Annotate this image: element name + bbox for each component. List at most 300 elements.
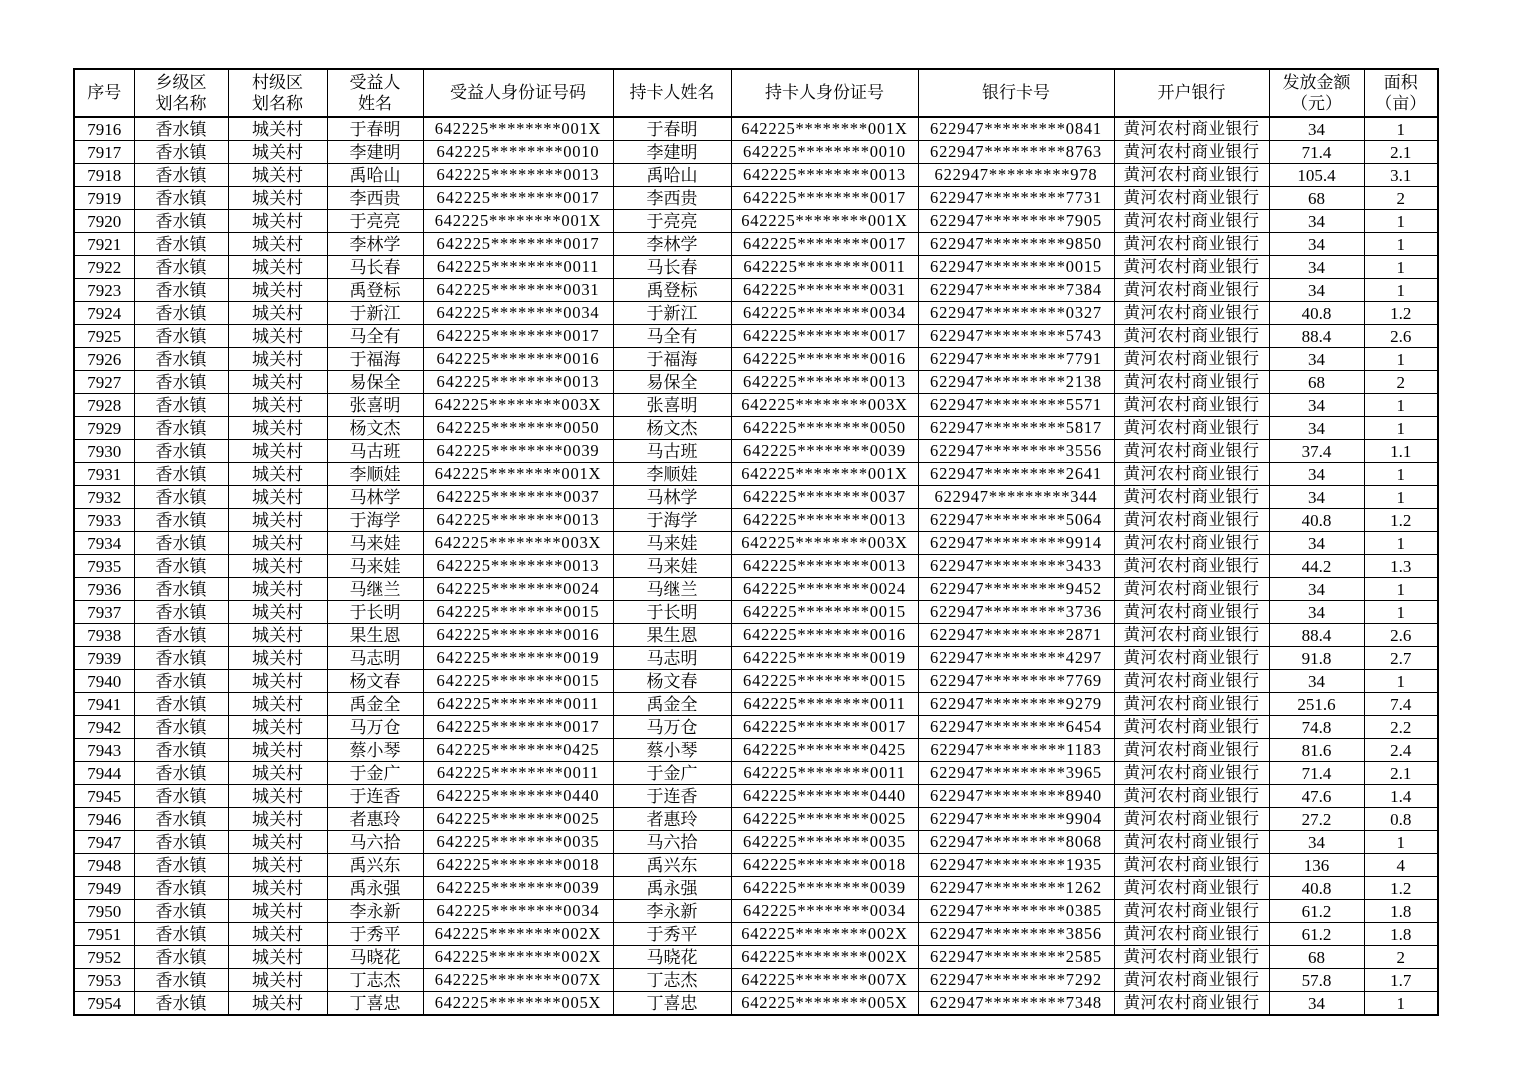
cell-beneficiary-id: 642225********001X [423, 463, 613, 486]
cell-township: 香水镇 [134, 785, 228, 808]
cell-area: 4 [1364, 854, 1438, 877]
cell-village: 城关村 [228, 739, 327, 762]
cell-beneficiary-name: 马长春 [327, 256, 423, 279]
cell-area: 3.1 [1364, 164, 1438, 187]
cell-beneficiary-name: 禹永强 [327, 877, 423, 900]
table-row [74, 693, 1438, 716]
cell-bank-card-number: 622947*********5571 [918, 394, 1114, 417]
cell-cardholder-id: 642225********001X [731, 210, 918, 233]
cell-beneficiary-name: 马志明 [327, 647, 423, 670]
cell-cardholder-name: 马志明 [613, 647, 731, 670]
cell-cardholder-id: 642225********007X [731, 969, 918, 992]
cell-cardholder-id: 642225********0013 [731, 509, 918, 532]
cell-bank-name: 黄河农村商业银行 [1114, 371, 1269, 394]
cell-area: 0.8 [1364, 808, 1438, 831]
cell-cardholder-name: 于连香 [613, 785, 731, 808]
table-row [74, 417, 1438, 440]
cell-serial: 7926 [74, 348, 134, 371]
table-row [74, 808, 1438, 831]
table-row [74, 670, 1438, 693]
cell-amount: 57.8 [1269, 969, 1364, 992]
cell-amount: 91.8 [1269, 647, 1364, 670]
column-header-line: 划名称 [252, 94, 303, 113]
cell-village: 城关村 [228, 417, 327, 440]
cell-amount: 34 [1269, 210, 1364, 233]
cell-bank-card-number: 622947*********9452 [918, 578, 1114, 601]
cell-area: 1 [1364, 831, 1438, 854]
cell-cardholder-name: 马来娃 [613, 532, 731, 555]
cell-village: 城关村 [228, 463, 327, 486]
cell-serial: 7924 [74, 302, 134, 325]
cell-cardholder-name: 丁志杰 [613, 969, 731, 992]
cell-village: 城关村 [228, 371, 327, 394]
cell-bank-name: 黄河农村商业银行 [1114, 486, 1269, 509]
cell-cardholder-id: 642225********0019 [731, 647, 918, 670]
cell-beneficiary-id: 642225********0024 [423, 578, 613, 601]
cell-village: 城关村 [228, 210, 327, 233]
cell-village: 城关村 [228, 624, 327, 647]
cell-beneficiary-name: 蔡小琴 [327, 739, 423, 762]
cell-serial: 7923 [74, 279, 134, 302]
column-header-line: 持卡人姓名 [629, 83, 715, 103]
cell-beneficiary-name: 马林学 [327, 486, 423, 509]
table-row [74, 555, 1438, 578]
cell-cardholder-id: 642225********001X [731, 463, 918, 486]
cell-beneficiary-id: 642225********001X [423, 210, 613, 233]
table-row [74, 486, 1438, 509]
cell-amount: 68 [1269, 946, 1364, 969]
cell-serial: 7943 [74, 739, 134, 762]
cell-bank-name: 黄河农村商业银行 [1114, 210, 1269, 233]
cell-cardholder-name: 李林学 [613, 233, 731, 256]
cell-bank-card-number: 622947*********9279 [918, 693, 1114, 716]
cell-bank-name: 黄河农村商业银行 [1114, 900, 1269, 923]
cell-beneficiary-name: 于新江 [327, 302, 423, 325]
cell-beneficiary-id: 642225********0013 [423, 164, 613, 187]
cell-bank-card-number: 622947*********3856 [918, 923, 1114, 946]
cell-serial: 7935 [74, 555, 134, 578]
cell-beneficiary-name: 于秀平 [327, 923, 423, 946]
table-row [74, 624, 1438, 647]
cell-township: 香水镇 [134, 831, 228, 854]
cell-beneficiary-id: 642225********0011 [423, 256, 613, 279]
cell-township: 香水镇 [134, 693, 228, 716]
table-row [74, 877, 1438, 900]
cell-township: 香水镇 [134, 854, 228, 877]
cell-beneficiary-name: 易保全 [327, 371, 423, 394]
cell-village: 城关村 [228, 578, 327, 601]
cell-bank-name: 黄河农村商业银行 [1114, 325, 1269, 348]
cell-area: 2.2 [1364, 716, 1438, 739]
cell-bank-name: 黄河农村商业银行 [1114, 808, 1269, 831]
cell-bank-card-number: 622947*********2585 [918, 946, 1114, 969]
table-row [74, 302, 1438, 325]
cell-amount: 34 [1269, 394, 1364, 417]
cell-cardholder-name: 禹永强 [613, 877, 731, 900]
cell-cardholder-id: 642225********0024 [731, 578, 918, 601]
cell-serial: 7929 [74, 417, 134, 440]
cell-beneficiary-id: 642225********0015 [423, 670, 613, 693]
cell-amount: 88.4 [1269, 325, 1364, 348]
column-header-line: 面积 [1383, 72, 1418, 92]
cell-beneficiary-id: 642225********0425 [423, 739, 613, 762]
cell-township: 香水镇 [134, 233, 228, 256]
cell-serial: 7944 [74, 762, 134, 785]
cell-township: 香水镇 [134, 946, 228, 969]
cell-bank-card-number: 622947*********3556 [918, 440, 1114, 463]
cell-serial: 7948 [74, 854, 134, 877]
cell-serial: 7950 [74, 900, 134, 923]
cell-amount: 40.8 [1269, 877, 1364, 900]
cell-cardholder-name: 禹兴东 [613, 854, 731, 877]
cell-village: 城关村 [228, 394, 327, 417]
cell-cardholder-id: 642225********0031 [731, 279, 918, 302]
column-header-beneficiary-id [423, 69, 613, 117]
cell-bank-name: 黄河农村商业银行 [1114, 187, 1269, 210]
cell-bank-card-number: 622947*********9904 [918, 808, 1114, 831]
cell-serial: 7920 [74, 210, 134, 233]
cell-beneficiary-name: 李林学 [327, 233, 423, 256]
column-header-area [1364, 69, 1438, 117]
cell-bank-name: 黄河农村商业银行 [1114, 992, 1269, 1016]
cell-beneficiary-id: 642225********0013 [423, 509, 613, 532]
cell-cardholder-name: 马晓花 [613, 946, 731, 969]
cell-cardholder-name: 李西贵 [613, 187, 731, 210]
cell-cardholder-id: 642225********0050 [731, 417, 918, 440]
cell-cardholder-id: 642225********0039 [731, 877, 918, 900]
column-header-line: 银行卡号 [982, 83, 1050, 103]
cell-bank-name: 黄河农村商业银行 [1114, 117, 1269, 141]
cell-area: 1.7 [1364, 969, 1438, 992]
cell-beneficiary-id: 642225********0010 [423, 141, 613, 164]
cell-amount: 34 [1269, 279, 1364, 302]
cell-amount: 34 [1269, 348, 1364, 371]
cell-bank-card-number: 622947*********344 [918, 486, 1114, 509]
cell-beneficiary-id: 642225********0039 [423, 877, 613, 900]
cell-village: 城关村 [228, 233, 327, 256]
table-row [74, 394, 1438, 417]
cell-amount: 34 [1269, 463, 1364, 486]
cell-bank-card-number: 622947*********7348 [918, 992, 1114, 1016]
column-header-bank-name [1114, 69, 1269, 117]
table-row [74, 739, 1438, 762]
column-header-township [134, 69, 228, 117]
cell-village: 城关村 [228, 187, 327, 210]
cell-serial: 7931 [74, 463, 134, 486]
cell-cardholder-id: 642225********0015 [731, 601, 918, 624]
cell-beneficiary-name: 禹哈山 [327, 164, 423, 187]
cell-cardholder-id: 642225********005X [731, 992, 918, 1016]
table-row [74, 601, 1438, 624]
table-row [74, 578, 1438, 601]
cell-bank-name: 黄河农村商业银行 [1114, 785, 1269, 808]
cell-beneficiary-name: 丁志杰 [327, 969, 423, 992]
table-row [74, 923, 1438, 946]
cell-amount: 34 [1269, 670, 1364, 693]
cell-bank-name: 黄河农村商业银行 [1114, 854, 1269, 877]
cell-bank-card-number: 622947*********2641 [918, 463, 1114, 486]
cell-bank-card-number: 622947*********1262 [918, 877, 1114, 900]
cell-beneficiary-name: 禹兴东 [327, 854, 423, 877]
cell-serial: 7917 [74, 141, 134, 164]
cell-amount: 34 [1269, 532, 1364, 555]
cell-beneficiary-id: 642225********0015 [423, 601, 613, 624]
cell-cardholder-name: 马全有 [613, 325, 731, 348]
cell-cardholder-id: 642225********0016 [731, 348, 918, 371]
cell-village: 城关村 [228, 279, 327, 302]
table-row [74, 187, 1438, 210]
cell-bank-card-number: 622947*********7384 [918, 279, 1114, 302]
cell-bank-card-number: 622947*********5817 [918, 417, 1114, 440]
cell-area: 1 [1364, 417, 1438, 440]
cell-area: 2.6 [1364, 325, 1438, 348]
cell-bank-card-number: 622947*********2871 [918, 624, 1114, 647]
table-row [74, 117, 1438, 141]
cell-cardholder-name: 马林学 [613, 486, 731, 509]
cell-area: 2.4 [1364, 739, 1438, 762]
cell-serial: 7940 [74, 670, 134, 693]
cell-area: 1 [1364, 463, 1438, 486]
cell-bank-name: 黄河农村商业银行 [1114, 877, 1269, 900]
table-row [74, 210, 1438, 233]
cell-village: 城关村 [228, 762, 327, 785]
cell-amount: 61.2 [1269, 923, 1364, 946]
table-row [74, 762, 1438, 785]
cell-amount: 81.6 [1269, 739, 1364, 762]
cell-beneficiary-id: 642225********0013 [423, 371, 613, 394]
cell-area: 2.1 [1364, 141, 1438, 164]
table-row [74, 141, 1438, 164]
cell-beneficiary-id: 642225********0039 [423, 440, 613, 463]
column-header-line: （元） [1291, 94, 1342, 113]
cell-bank-name: 黄河农村商业银行 [1114, 164, 1269, 187]
cell-bank-name: 黄河农村商业银行 [1114, 440, 1269, 463]
cell-area: 1.1 [1364, 440, 1438, 463]
table-row [74, 348, 1438, 371]
cell-beneficiary-name: 禹登标 [327, 279, 423, 302]
table-row [74, 992, 1438, 1016]
table-row [74, 371, 1438, 394]
cell-bank-card-number: 622947*********5743 [918, 325, 1114, 348]
cell-township: 香水镇 [134, 164, 228, 187]
cell-township: 香水镇 [134, 555, 228, 578]
cell-amount: 34 [1269, 233, 1364, 256]
cell-bank-card-number: 622947*********0841 [918, 117, 1114, 141]
table-row [74, 946, 1438, 969]
cell-village: 城关村 [228, 831, 327, 854]
cell-beneficiary-name: 李顺娃 [327, 463, 423, 486]
cell-amount: 68 [1269, 371, 1364, 394]
cell-beneficiary-name: 于连香 [327, 785, 423, 808]
table-row [74, 785, 1438, 808]
cell-cardholder-id: 642225********0017 [731, 716, 918, 739]
cell-village: 城关村 [228, 854, 327, 877]
cell-cardholder-id: 642225********002X [731, 946, 918, 969]
cell-cardholder-name: 于亮亮 [613, 210, 731, 233]
table-row [74, 440, 1438, 463]
cell-township: 香水镇 [134, 394, 228, 417]
cell-cardholder-id: 642225********003X [731, 532, 918, 555]
cell-cardholder-name: 马万仓 [613, 716, 731, 739]
cell-township: 香水镇 [134, 716, 228, 739]
cell-cardholder-name: 马古班 [613, 440, 731, 463]
cell-serial: 7947 [74, 831, 134, 854]
cell-township: 香水镇 [134, 486, 228, 509]
cell-beneficiary-id: 642225********0440 [423, 785, 613, 808]
cell-village: 城关村 [228, 969, 327, 992]
cell-village: 城关村 [228, 601, 327, 624]
cell-village: 城关村 [228, 325, 327, 348]
cell-bank-card-number: 622947*********9850 [918, 233, 1114, 256]
cell-beneficiary-id: 642225********003X [423, 394, 613, 417]
table-row [74, 509, 1438, 532]
cell-amount: 251.6 [1269, 693, 1364, 716]
cell-bank-card-number: 622947*********0327 [918, 302, 1114, 325]
cell-serial: 7916 [74, 117, 134, 141]
cell-serial: 7922 [74, 256, 134, 279]
cell-beneficiary-name: 马万仓 [327, 716, 423, 739]
cell-beneficiary-id: 642225********0025 [423, 808, 613, 831]
cell-serial: 7918 [74, 164, 134, 187]
cell-bank-card-number: 622947*********978 [918, 164, 1114, 187]
cell-village: 城关村 [228, 693, 327, 716]
table-row [74, 532, 1438, 555]
cell-serial: 7953 [74, 969, 134, 992]
cell-area: 1 [1364, 670, 1438, 693]
column-header-line: 序号 [87, 83, 122, 103]
cell-beneficiary-id: 642225********005X [423, 992, 613, 1016]
column-header-line: 姓名 [358, 94, 392, 113]
cell-beneficiary-name: 杨文春 [327, 670, 423, 693]
cell-bank-card-number: 622947*********7731 [918, 187, 1114, 210]
cell-serial: 7921 [74, 233, 134, 256]
cell-amount: 27.2 [1269, 808, 1364, 831]
cell-beneficiary-id: 642225********0019 [423, 647, 613, 670]
cell-serial: 7925 [74, 325, 134, 348]
cell-village: 城关村 [228, 486, 327, 509]
cell-area: 2.7 [1364, 647, 1438, 670]
column-header-cardholder-id [731, 69, 918, 117]
cell-beneficiary-id: 642225********0017 [423, 187, 613, 210]
cell-bank-name: 黄河农村商业银行 [1114, 417, 1269, 440]
cell-area: 1 [1364, 601, 1438, 624]
cell-cardholder-id: 642225********0440 [731, 785, 918, 808]
table-row [74, 279, 1438, 302]
cell-township: 香水镇 [134, 509, 228, 532]
cell-beneficiary-id: 642225********0037 [423, 486, 613, 509]
cell-beneficiary-name: 李建明 [327, 141, 423, 164]
cell-bank-name: 黄河农村商业银行 [1114, 532, 1269, 555]
cell-bank-card-number: 622947*********3736 [918, 601, 1114, 624]
cell-village: 城关村 [228, 716, 327, 739]
cell-beneficiary-id: 642225********007X [423, 969, 613, 992]
cell-serial: 7933 [74, 509, 134, 532]
cell-cardholder-id: 642225********0025 [731, 808, 918, 831]
cell-township: 香水镇 [134, 348, 228, 371]
cell-bank-name: 黄河农村商业银行 [1114, 601, 1269, 624]
cell-bank-name: 黄河农村商业银行 [1114, 946, 1269, 969]
cell-township: 香水镇 [134, 578, 228, 601]
cell-bank-card-number: 622947*********7791 [918, 348, 1114, 371]
column-header-amount [1269, 69, 1364, 117]
cell-cardholder-name: 李永新 [613, 900, 731, 923]
cell-amount: 71.4 [1269, 762, 1364, 785]
cell-bank-name: 黄河农村商业银行 [1114, 578, 1269, 601]
cell-township: 香水镇 [134, 117, 228, 141]
cell-township: 香水镇 [134, 647, 228, 670]
cell-cardholder-name: 于海学 [613, 509, 731, 532]
cell-area: 1 [1364, 394, 1438, 417]
cell-bank-name: 黄河农村商业银行 [1114, 670, 1269, 693]
cell-township: 香水镇 [134, 762, 228, 785]
cell-area: 1 [1364, 256, 1438, 279]
column-header-line: 持卡人身份证号 [765, 83, 884, 103]
cell-cardholder-name: 马长春 [613, 256, 731, 279]
cell-amount: 40.8 [1269, 302, 1364, 325]
cell-area: 1.8 [1364, 900, 1438, 923]
cell-beneficiary-id: 642225********0013 [423, 555, 613, 578]
cell-cardholder-name: 李顺娃 [613, 463, 731, 486]
cell-area: 2.6 [1364, 624, 1438, 647]
cell-township: 香水镇 [134, 670, 228, 693]
cell-serial: 7942 [74, 716, 134, 739]
cell-village: 城关村 [228, 509, 327, 532]
cell-cardholder-name: 于新江 [613, 302, 731, 325]
cell-beneficiary-id: 642225********0034 [423, 302, 613, 325]
cell-area: 1 [1364, 279, 1438, 302]
cell-beneficiary-name: 于长明 [327, 601, 423, 624]
cell-township: 香水镇 [134, 325, 228, 348]
cell-area: 1 [1364, 578, 1438, 601]
column-header-line: 受益人 [349, 72, 401, 92]
cell-bank-card-number: 622947*********4297 [918, 647, 1114, 670]
cell-beneficiary-id: 642225********0018 [423, 854, 613, 877]
cell-village: 城关村 [228, 141, 327, 164]
cell-area: 2 [1364, 371, 1438, 394]
column-header-line: 发放金额 [1282, 72, 1351, 92]
cell-bank-name: 黄河农村商业银行 [1114, 463, 1269, 486]
cell-beneficiary-name: 马来娃 [327, 555, 423, 578]
cell-beneficiary-name: 李西贵 [327, 187, 423, 210]
table-row [74, 854, 1438, 877]
cell-cardholder-name: 马继兰 [613, 578, 731, 601]
cell-beneficiary-name: 者惠玲 [327, 808, 423, 831]
table-row [74, 900, 1438, 923]
cell-cardholder-name: 蔡小琴 [613, 739, 731, 762]
cell-bank-name: 黄河农村商业银行 [1114, 624, 1269, 647]
cell-serial: 7941 [74, 693, 134, 716]
cell-beneficiary-id: 642225********0017 [423, 325, 613, 348]
cell-cardholder-id: 642225********0034 [731, 900, 918, 923]
cell-beneficiary-name: 于亮亮 [327, 210, 423, 233]
cell-bank-card-number: 622947*********8068 [918, 831, 1114, 854]
cell-cardholder-id: 642225********0037 [731, 486, 918, 509]
cell-serial: 7949 [74, 877, 134, 900]
cell-cardholder-name: 禹金全 [613, 693, 731, 716]
cell-amount: 34 [1269, 256, 1364, 279]
cell-serial: 7936 [74, 578, 134, 601]
cell-township: 香水镇 [134, 279, 228, 302]
cell-amount: 34 [1269, 601, 1364, 624]
cell-village: 城关村 [228, 670, 327, 693]
cell-township: 香水镇 [134, 900, 228, 923]
cell-beneficiary-id: 642225********002X [423, 923, 613, 946]
cell-cardholder-name: 马六拾 [613, 831, 731, 854]
cell-area: 2.1 [1364, 762, 1438, 785]
cell-cardholder-id: 642225********0018 [731, 854, 918, 877]
cell-township: 香水镇 [134, 463, 228, 486]
cell-bank-name: 黄河农村商业银行 [1114, 233, 1269, 256]
